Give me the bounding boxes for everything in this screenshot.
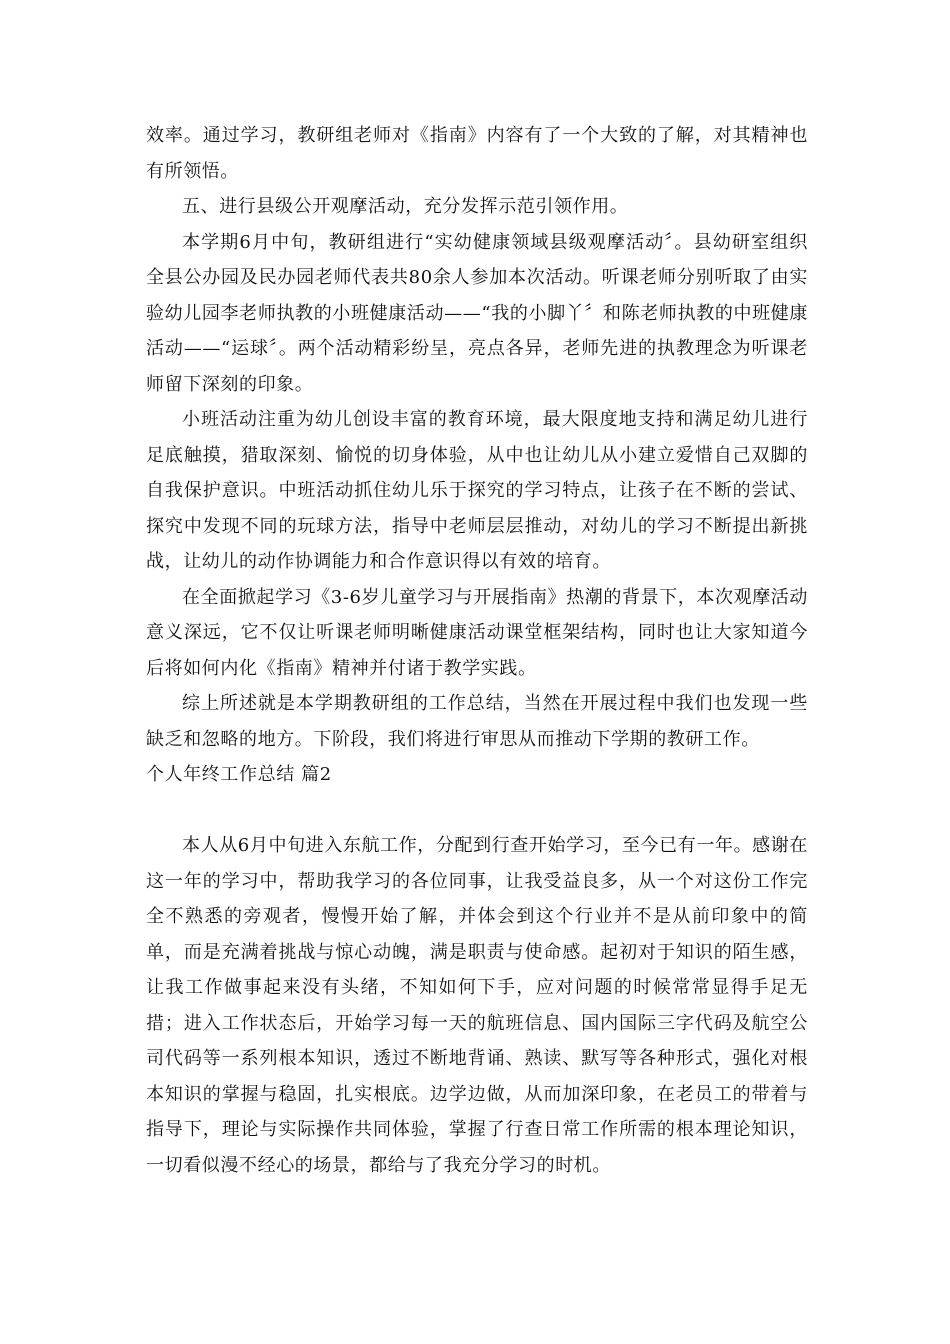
paragraph-personal-summary: 本人从6月中旬进入东航工作，分配到行查开始学习，至今已有一年。感谢在这一年的学习中，帮助我学习的各位同事，让我受益良多，从一个对这份工作完全不熟悉的旁观者，慢慢开始了解，并体会到这个行业并不是从前印象中的简单，而是充满着挑战与惊心动魄，满是职责与使命感。起初对于知识的陌生感，让我工作做事起来没有头绪，不知如何下手，应对问题的时候常常显得手足无措；进入工作状态后，开始学习每一天的航班信息、国内国际三字代码及航空公司代码等一系列根本知识，透过不断地背诵、熟读、默写等各种形式，强化对根本知识的掌握与稳固，扎实根底。边学边做，从而加深印象，在老员工的带着与指导下，理论与实际操作共同体验，掌握了行查日常工作所需的根本理论知识，一切看似漫不经心的场景，都给与了我充分学习的时机。 — [146, 835, 808, 1176]
section-heading-five: 五、进行县级公开观摩活动，充分发挥示范引领作用。 — [182, 196, 629, 217]
paragraph-class-activities: 小班活动注重为幼儿创设丰富的教育环境，最大限度地支持和满足幼儿进行足底触摸，猎取深刻、愉悦的切身体验，从中也让幼儿从小建立爱惜自己双脚的自我保护意识。中班活动抓住幼儿乐于探究的学习特点，让孩子在不断的尝试、探究中发现不同的玩球方法，指导中老师层层推动，对幼儿的学习不断提出新挑战，让幼儿的动作协调能力和合作意识得以有效的培育。 — [146, 409, 808, 572]
paragraph-guide-significance: 在全面掀起学习《3-6岁儿童学习与开展指南》热潮的背景下，本次观摩活动意义深远，它不仅让听课老师明晰健康活动课堂框架结构，同时也让大家知道今后将如何内化《指南》精神并付诸于教学实践。 — [146, 586, 808, 679]
paragraph-observation-activity: 本学期6月中旬，教研组进行“实幼健康领域县级观摩活动〞。县幼研室组织全县公办园及民办园老师代表共80余人参加本次活动。听课老师分别听取了由实验幼儿园李老师执教的小班健康活动——“我的小脚丫〞和陈老师执教的中班健康活动——“运球〞。两个活动精彩纷呈，亮点各异，老师先进的执教理念为听课老师留下深刻的印象。 — [146, 231, 808, 395]
paragraph-summary: 综上所述就是本学期教研组的工作总结，当然在开展过程中我们也发现一些缺乏和忽略的地方。下阶段，我们将进行审思从而推动下学期的教研工作。 — [146, 693, 808, 750]
paragraph-continuation: 效率。通过学习，教研组老师对《指南》内容有了一个大致的了解，对其精神也有所领悟。 — [146, 125, 808, 182]
blank-line — [146, 793, 808, 829]
article-title: 个人年终工作总结 篇2 — [146, 764, 332, 785]
document-body — [146, 118, 808, 1183]
